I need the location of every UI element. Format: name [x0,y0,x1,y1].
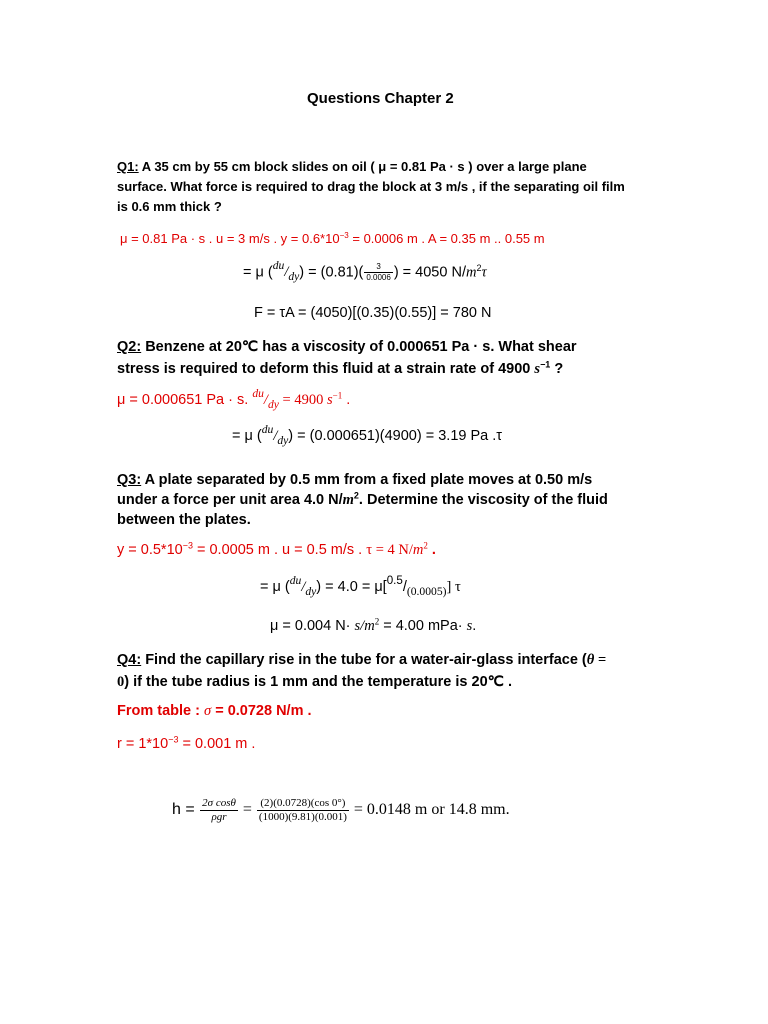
du: du [272,259,285,273]
q3-equation-1 [260,574,461,599]
q1-text [117,157,625,217]
q3-line-1 [117,470,608,490]
q4-line-1 [117,649,606,671]
q2-line-1-text: Benzene at 20℃ has a viscosity of 0.000651 Pa · s. What shear [141,339,577,355]
q2-line-2-end: ? [550,361,564,377]
q1-line-1 [117,157,625,177]
dy: dy [267,398,279,412]
q1-line-3: is 0.6 mm thick ? [117,199,222,214]
q4-h-label: h = [172,801,200,819]
q1-eq1-result: ) = 4050 N/ [393,264,466,281]
q2-given-unit-exp: −1 [332,390,343,401]
q1-eq1-denominator: 0.0006 [366,273,391,282]
q1-eq1-viscosity: ) = (0.81)( [299,264,364,281]
q2-eq-result: ) = (0.000651)(4900) = 3.19 Pa .τ [288,428,502,444]
q4-h-denominator-2: (1000)(9.81)(0.001) [258,811,347,823]
q3-given-y: y = 0.5*10 [117,542,183,558]
q3-given-unit-exp: 2 [423,540,428,551]
q4-table-label: From table : [117,703,205,719]
q3-given-u: = 0.0005 m . u = 0.5 m/s . [192,542,367,558]
q1-eq1-tau: τ [481,264,487,281]
q3-label: Q3: [117,472,142,488]
du: du [261,423,274,437]
q2-eq-du-dy: $^{du}/_{dy}$ [261,423,289,448]
q4-h-numerator-1: 2σ cosθ [202,797,236,809]
q1-given [120,231,545,246]
q4-radius-value: r = 1*10 [117,736,169,752]
q2-given-du-dy: $^{du}/_{dy}$ [252,387,279,412]
q4-h-equals: = [238,801,256,819]
q3-line-2 [117,490,608,510]
q1-equation-2: F = τA = (4050)[(0.35)(0.55)] = 780 N [254,305,492,321]
q4-radius [117,736,255,752]
q1-eq1-du-dy: $^{du}/_{dy}$ [272,259,300,284]
q1-eq1-numerator: 3 [364,263,392,273]
q4-line-2-text: ) if the tube radius is 1 mm and the temperature is 20℃ . [124,674,512,690]
q3-equation-2 [270,618,476,635]
dy: dy [277,434,289,448]
q3-eq2-end: . [472,618,477,634]
q4-label: Q4: [117,652,142,668]
q4-text [117,649,606,693]
q4-line-2 [117,671,606,693]
q3-given-tau: τ = 4 N/ [366,542,413,558]
q1-eq1-unit-exp: 2 [476,262,482,273]
q1-given-exponent: −3 [339,231,349,241]
q4-h-fraction-1 [200,798,238,823]
q4-sigma: σ [204,703,212,719]
q4-zero: 0 [117,674,125,690]
q1-eq1-fraction [364,263,392,282]
q1-given-text: μ = 0.81 Pa · s . u = 3 m/s . y = 0.6*10 [120,231,340,246]
q3-line-2-rest: . Determine the viscosity of the fluid [358,492,608,508]
q3-eq1-mu: = μ ( [260,579,290,595]
q3-text [117,470,608,530]
q2-label: Q2: [117,339,142,355]
q2-given-unit-s: s [326,392,333,408]
q3-line-1-text: A plate separated by 0.5 mm from a fixed plate moves at 0.50 m/s [141,472,593,488]
q1-label: Q1: [117,159,139,174]
page-title: Questions Chapter 2 [307,90,454,107]
q2-equation [232,423,502,448]
q4-radius-result: = 0.001 m . [178,736,256,752]
q3-eq1-du-dy: $^{du}/_{dy}$ [289,574,317,599]
q1-line-1-text: A 35 cm by 55 cm block slides on oil ( μ = 0.81 Pa · s ) over a large plane [138,159,587,174]
q2-line-1 [117,336,577,358]
q2-given-mu: μ = 0.000651 Pa · s. [117,392,253,408]
q3-eq1-denominator: (0.0005) [406,585,447,599]
dy: dy [288,270,300,284]
q4-table-result: = 0.0728 N/m . [211,703,312,719]
q3-eq1-ratio: $^{0.5}/_{(0.0005)}$ [386,574,447,599]
q3-eq1-numerator: 0.5 [386,574,403,588]
dy: dy [305,585,317,599]
q1-eq1-unit-m: m [465,264,477,281]
q2-line-2-text: stress is required to deform this fluid at a strain rate of 4900 [117,361,535,377]
q4-h-numerator-2: (2)(0.0728)(cos 0°) [257,798,349,811]
q2-text [117,336,577,380]
q4-h-denominator-1: ρgr [211,811,227,823]
q2-unit-exp: −1 [540,359,551,370]
q2-given-end: . [342,392,351,408]
q3-given-unit-m: m [412,542,424,558]
q3-line-3: between the plates. [117,512,251,528]
q3-eq2-unit: s/m [354,618,375,634]
q3-eq2-exp: 2 [374,616,380,627]
q4-line-1-text: Find the capillary rise in the tube for a water-air-glass interface ( [141,652,587,668]
q3-eq1-value: ) = 4.0 = μ[ [316,579,387,595]
q3-eq2-mu: μ = 0.004 N· [270,618,355,634]
q2-given-rate: = 4900 [278,392,327,408]
q2-line-2 [117,358,577,380]
q3-eq2-unit-s: s [466,618,473,634]
q2-eq-mu: = μ ( [232,428,262,444]
q1-eq1-mu: = μ ( [243,264,273,281]
du: du [252,387,264,401]
du: du [289,574,302,588]
q3-given-exp: −3 [182,540,193,551]
q1-line-2: surface. What force is required to drag the block at 3 m/s , if the separating oil film [117,179,625,194]
q3-unit-m: m [342,492,354,508]
q3-eq2-result: = 4.00 mPa· [379,618,467,634]
q1-given-rest: = 0.0006 m . A = 0.35 m .. 0.55 m [348,231,545,246]
q3-eq1-end: ] τ [446,579,461,595]
q3-line-2-text: under a force per unit area 4.0 N/ [117,492,343,508]
q4-h-result: = 0.0148 m or 14.8 mm. [349,801,510,819]
q1-equation-1 [243,259,487,284]
q4-height-equation [172,798,510,823]
q4-radius-exp: −3 [168,734,179,745]
q3-given [117,542,436,559]
q2-unit-s: s [534,361,541,377]
q3-given-end: . [427,542,436,558]
q2-given [117,387,351,412]
q4-table-value [117,703,312,720]
q4-theta: θ = [586,652,607,668]
q4-h-fraction-2 [257,798,349,823]
q3-unit-exp: 2 [353,490,359,501]
